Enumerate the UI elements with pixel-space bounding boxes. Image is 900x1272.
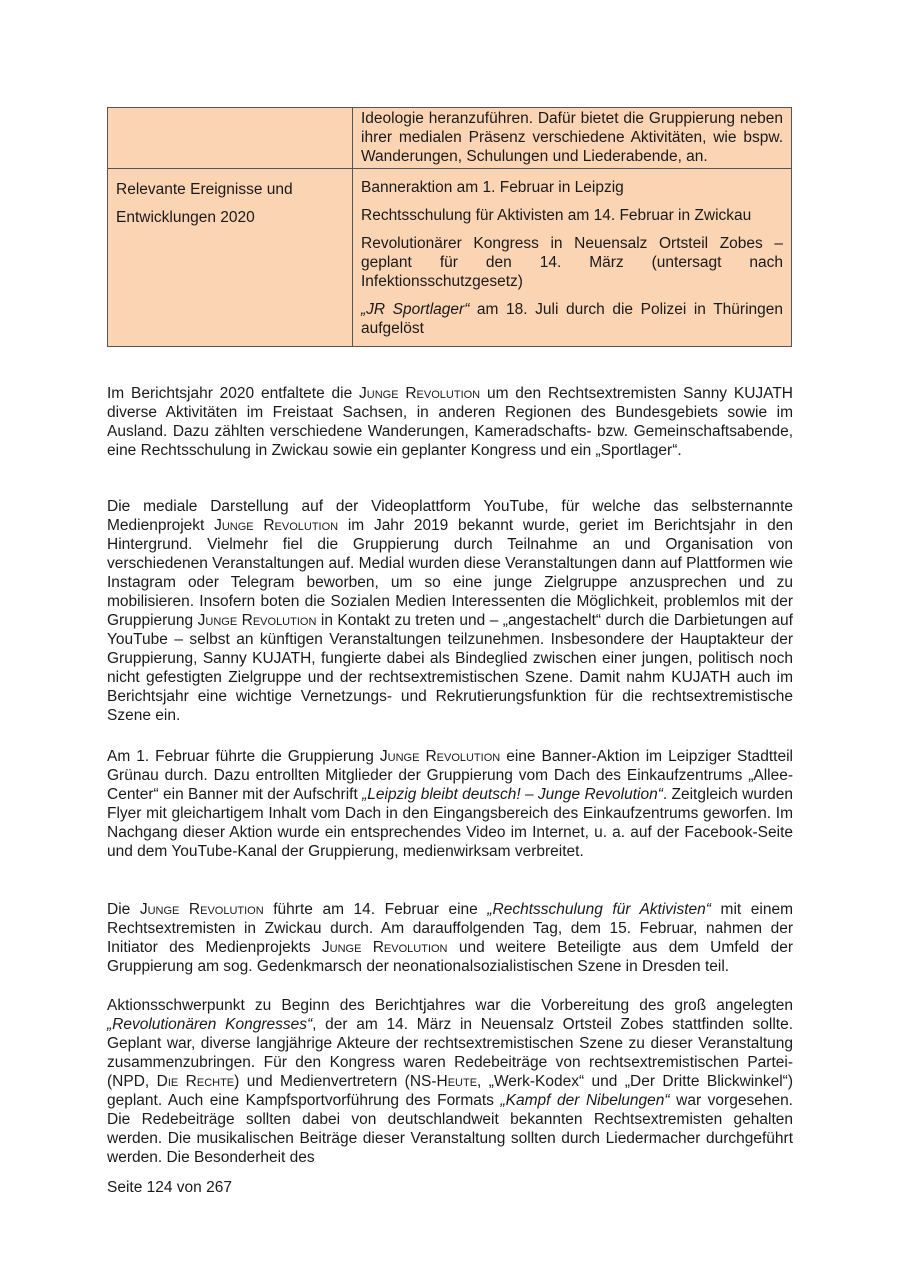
table-cell-description: Ideologie heranzuführen. Dafür bietet die Gruppierung neben ihrer medialen Präsenz verschiedene Aktivitäten, wie bspw. Wanderungen, Schulungen und Liederabende, an. xyxy=(353,108,792,169)
table-cell-events-label xyxy=(108,169,353,347)
text: ) und Medienvertretern ( xyxy=(234,1073,410,1090)
paragraph xyxy=(107,996,793,1167)
italic-text: „Leipzig bleibt deutsch! – Junge Revolution“ xyxy=(362,786,663,803)
event-item: Rechtsschulung für Aktivisten am 14. Februar in Zwickau xyxy=(361,207,752,224)
events-label-line: Relevante Ereignisse und xyxy=(116,181,293,198)
party-name: Die Rechte xyxy=(156,1073,235,1090)
org-name: Junge Revolution xyxy=(359,385,481,402)
italic-text: „Rechtsschulung für Aktivisten“ xyxy=(487,901,711,918)
table-row xyxy=(108,169,792,347)
text: . Zeitgleich wurden Flyer mit gleichartigem Inhalt vom Dach in den Eingangsbereich des Einkaufzentrums geworfen. Im Nachgang dieser Aktion wurde ein entsprechendes Video im Internet, u. a. auf der Facebook-Seite und dem YouTube-Kanal der Gruppierung, medienwirksam verbreitet. xyxy=(107,786,793,860)
paragraph xyxy=(107,747,793,861)
text: , der am 14. März in Neuensalz Ortsteil Zobes stattfinden sollte. Geplant war, diverse langjährige Akteure der rechtsextremistischen Szene zu dieser Veranstaltung zusammenzubringen. Für den Kongress waren Redebeiträge von rechtsextremistischen Partei- (NPD, xyxy=(107,1016,793,1090)
org-name: Junge Revolution xyxy=(139,901,264,918)
italic-text: „Kampf der Nibelungen“ xyxy=(500,1092,670,1109)
text: um den Rechtsextremisten Sanny KUJATH diverse Aktivitäten im Freistaat Sachsen, in anderen Regionen des Bundesgebiets sowie im Ausland. Dazu zählten verschiedene Wanderungen, Kameradschafts- bzw. Gemeinschaftsabende, eine Rechtsschulung in Zwickau sowie ein geplanter Kongress und ein „Sportlager“. xyxy=(107,385,793,459)
text: mit einem Rechtsextremisten in Zwickau durch. Am darauffolgenden Tag, dem 15. Februar, nahmen der Initiator des Medienprojekts xyxy=(107,901,793,956)
text: Am 1. Februar führte die Gruppierung xyxy=(107,748,380,765)
document-page xyxy=(107,107,793,347)
events-label-line: Entwicklungen 2020 xyxy=(116,209,255,226)
text: führte am 14. Februar eine xyxy=(263,901,488,918)
org-name: Junge Revolution xyxy=(321,939,448,956)
paragraph xyxy=(107,900,793,976)
text: , „Werk-Kodex“ und „Der Dritte Blickwinkel“) geplant. Auch eine Kampfsportvorführung des Formats xyxy=(107,1073,794,1109)
paragraph xyxy=(107,497,793,725)
org-name: Junge Revolution xyxy=(197,612,317,629)
event-item xyxy=(361,300,783,338)
text: Die xyxy=(107,901,140,918)
media-name: NS-Heute xyxy=(409,1073,478,1090)
info-table xyxy=(107,107,792,347)
table-row xyxy=(108,108,792,169)
text: Im Berichtsjahr 2020 entfaltete die xyxy=(107,385,360,402)
org-name: Junge Revolution xyxy=(379,748,501,765)
text: und weitere Beteiligte aus dem Umfeld der Gruppierung am sog. Gedenkmarsch der neonationalsozialistischen Szene in Dresden teil. xyxy=(107,939,793,975)
text: in Kontakt zu treten und – „angestachelt“ durch die Darbietungen auf YouTube – selbst an künftigen Veranstaltungen teilzunehmen. Insbesondere der Hauptakteur der Gruppierung, Sanny KUJATH, fungierte dabei als Bindeglied zwischen einer jungen, politisch noch nicht gefestigten Zielgruppe und der rechtsextremistischen Szene. Damit nahm KUJATH auch im Berichtsjahr eine wichtige Vernetzungs- und Rekrutierungsfunktion für die rechtsextremistische Szene ein. xyxy=(107,612,793,724)
table-cell-events xyxy=(353,169,792,347)
event-italic: „JR Sportlager“ xyxy=(361,301,470,318)
text: im Jahr 2019 bekannt wurde, geriet im Berichtsjahr in den Hintergrund. Vielmehr fiel die Gruppierung durch Teilnahme an und Organisation von verschiedenen Veranstaltungen auf. Medial wurden diese Veranstaltungen dann auf Plattformen wie Instagram oder Telegram beworben, um so eine junge Zielgruppe anzusprechen und zu mobilisieren. Insofern boten die Sozialen Medien Interessenten die Möglichkeit, problemlos mit der Gruppierung xyxy=(107,517,793,629)
text: Aktionsschwerpunkt zu Beginn des Berichtjahres war die Vorbereitung des groß angelegten xyxy=(107,997,793,1014)
event-text: am 18. Juli durch die Polizei in Thüringen aufgelöst xyxy=(361,301,783,337)
text: Die mediale Darstellung auf der Videoplattform YouTube, für welche das selbsternannte Medienprojekt xyxy=(107,498,793,534)
italic-text: „Revolutionären Kongresses“ xyxy=(107,1016,313,1033)
event-item: Banneraktion am 1. Februar in Leipzig xyxy=(361,179,624,196)
table-cell-empty xyxy=(108,108,353,169)
event-item: Revolutionärer Kongress in Neuensalz Ortsteil Zobes – geplant für den 14. März (untersagt nach Infektionsschutzgesetz) xyxy=(361,235,783,290)
page-number: Seite 124 von 267 xyxy=(107,1179,232,1196)
text: war vorgesehen. Die Redebeiträge sollten dabei von deutschlandweit bekannten Rechtsextremisten gehalten werden. Die musikalischen Beiträge dieser Veranstaltung sollten durch Liedermacher durchgeführt werden. Die Besonderheit des xyxy=(107,1092,793,1166)
org-name: Junge Revolution xyxy=(214,517,339,534)
paragraph xyxy=(107,384,793,460)
text: eine Banner-Aktion im Leipziger Stadtteil Grünau durch. Dazu entrollten Mitglieder der Gruppierung vom Dach des Einkaufzentrums „Allee-Center“ ein Banner mit der Aufschrift xyxy=(107,748,793,803)
